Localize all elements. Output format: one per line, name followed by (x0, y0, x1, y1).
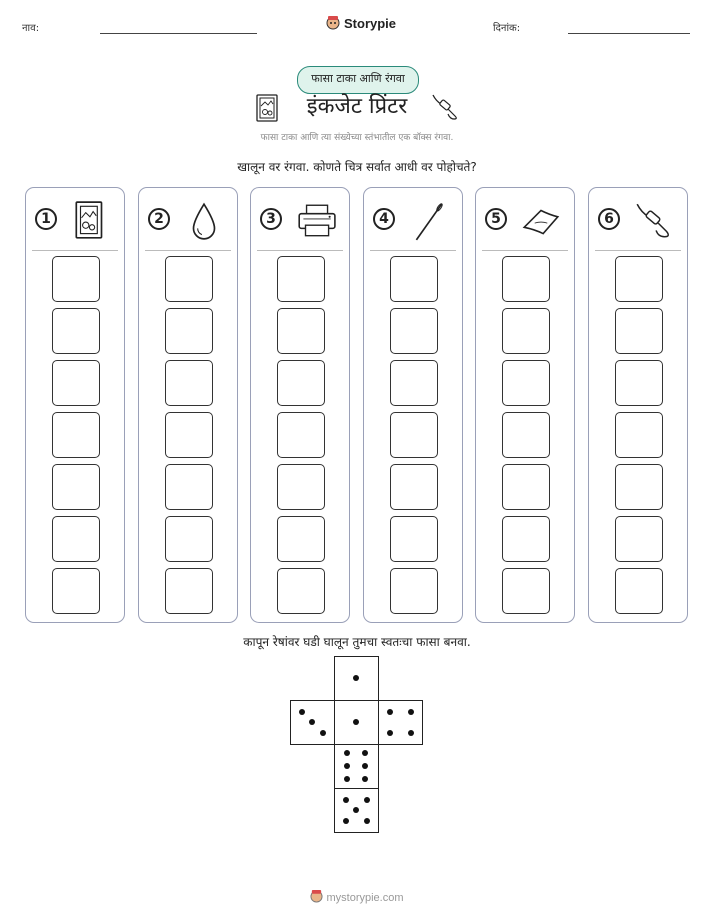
color-box[interactable] (52, 516, 100, 562)
die-pip (362, 776, 368, 782)
column-divider (370, 250, 456, 251)
column-number: 6 (598, 208, 620, 230)
ink-drop-icon (183, 200, 225, 242)
page-subtitle: फासा टाका आणि त्या संख्येच्या स्तंभातील एक बॉक्स रंगवा. (260, 133, 454, 143)
color-box[interactable] (615, 308, 663, 354)
cable-plug-icon (633, 200, 675, 242)
die-pip (299, 709, 305, 715)
color-box[interactable] (615, 568, 663, 614)
footer (0, 889, 714, 904)
brand-logo (326, 13, 396, 33)
color-box[interactable] (165, 568, 213, 614)
color-box[interactable] (52, 568, 100, 614)
column-number: 2 (148, 208, 170, 230)
die-pip (353, 675, 359, 681)
column-divider (595, 250, 681, 251)
color-box[interactable] (615, 464, 663, 510)
die-pip (344, 750, 350, 756)
column-2 (138, 187, 238, 623)
die-pip (387, 709, 393, 715)
color-box[interactable] (52, 308, 100, 354)
die-pip (343, 797, 349, 803)
color-box[interactable] (502, 412, 550, 458)
color-box[interactable] (277, 412, 325, 458)
photo-print-icon (70, 200, 112, 242)
color-box[interactable] (165, 308, 213, 354)
name-line (100, 33, 257, 34)
color-box[interactable] (277, 308, 325, 354)
column-number: 5 (485, 208, 507, 230)
die-face-4 (378, 700, 423, 745)
column-divider (257, 250, 343, 251)
die-pip (362, 763, 368, 769)
color-box[interactable] (615, 412, 663, 458)
die-face-1 (334, 656, 379, 701)
color-box[interactable] (165, 360, 213, 406)
die-pip (362, 750, 368, 756)
color-box[interactable] (277, 516, 325, 562)
die-pip (320, 730, 326, 736)
color-box[interactable] (390, 256, 438, 302)
die-pip (344, 763, 350, 769)
color-box[interactable] (502, 568, 550, 614)
color-box[interactable] (390, 568, 438, 614)
cut-instruction: कापून रेषांवर घडी घालून तुमचा स्वतःचा फासा बनवा. (243, 635, 471, 649)
column-number: 4 (373, 208, 395, 230)
die-pip (343, 818, 349, 824)
page-title: इंकजेट प्रिंटर (306, 94, 408, 119)
instruction-text: खालून वर रंगवा. कोणते चित्र सर्वात आधी वर पोहोचते? (237, 160, 477, 174)
color-box[interactable] (52, 412, 100, 458)
color-box[interactable] (277, 568, 325, 614)
storypie-mascot-icon (310, 889, 323, 904)
column-divider (145, 250, 231, 251)
color-box[interactable] (390, 412, 438, 458)
color-box[interactable] (165, 516, 213, 562)
die-pip (353, 807, 359, 813)
color-box[interactable] (277, 464, 325, 510)
color-box[interactable] (502, 308, 550, 354)
column-6 (588, 187, 688, 623)
die-pip (353, 719, 359, 725)
column-3 (250, 187, 350, 623)
die-pip (408, 730, 414, 736)
column-4 (363, 187, 463, 623)
column-1 (25, 187, 125, 623)
die-pip (387, 730, 393, 736)
die-face-1 (334, 700, 379, 745)
color-box[interactable] (52, 464, 100, 510)
die-face-3 (290, 700, 335, 745)
color-box[interactable] (615, 256, 663, 302)
paper-sheet-icon (520, 200, 562, 242)
color-box[interactable] (165, 412, 213, 458)
color-box[interactable] (502, 516, 550, 562)
color-box[interactable] (277, 256, 325, 302)
column-number: 1 (35, 208, 57, 230)
name-label: नाव: (22, 23, 40, 34)
die-pip (364, 797, 370, 803)
date-label: दिनांक: (493, 23, 521, 34)
column-number: 3 (260, 208, 282, 230)
needle-icon (408, 200, 450, 242)
die-pip (364, 818, 370, 824)
color-box[interactable] (277, 360, 325, 406)
color-box[interactable] (502, 256, 550, 302)
color-box[interactable] (390, 464, 438, 510)
column-5 (475, 187, 575, 623)
brand-name: Storypie (344, 15, 397, 31)
printer-icon (295, 200, 337, 242)
color-box[interactable] (390, 516, 438, 562)
storypie-mascot-icon (326, 15, 340, 31)
color-box[interactable] (390, 308, 438, 354)
die-pip (309, 719, 315, 725)
color-box[interactable] (615, 516, 663, 562)
date-line (568, 33, 690, 34)
color-box[interactable] (165, 464, 213, 510)
die-face-6 (334, 744, 379, 789)
color-box[interactable] (52, 256, 100, 302)
die-face-5 (334, 788, 379, 833)
color-box[interactable] (52, 360, 100, 406)
column-divider (32, 250, 118, 251)
color-box[interactable] (502, 464, 550, 510)
activity-badge: फासा टाका आणि रंगवा (297, 66, 419, 94)
cable-plug-icon (430, 92, 460, 122)
color-box[interactable] (615, 360, 663, 406)
footer-url: mystorypie.com (326, 892, 404, 904)
color-box[interactable] (502, 360, 550, 406)
die-pip (408, 709, 414, 715)
die-pip (344, 776, 350, 782)
color-box[interactable] (165, 256, 213, 302)
column-divider (482, 250, 568, 251)
color-box[interactable] (390, 360, 438, 406)
